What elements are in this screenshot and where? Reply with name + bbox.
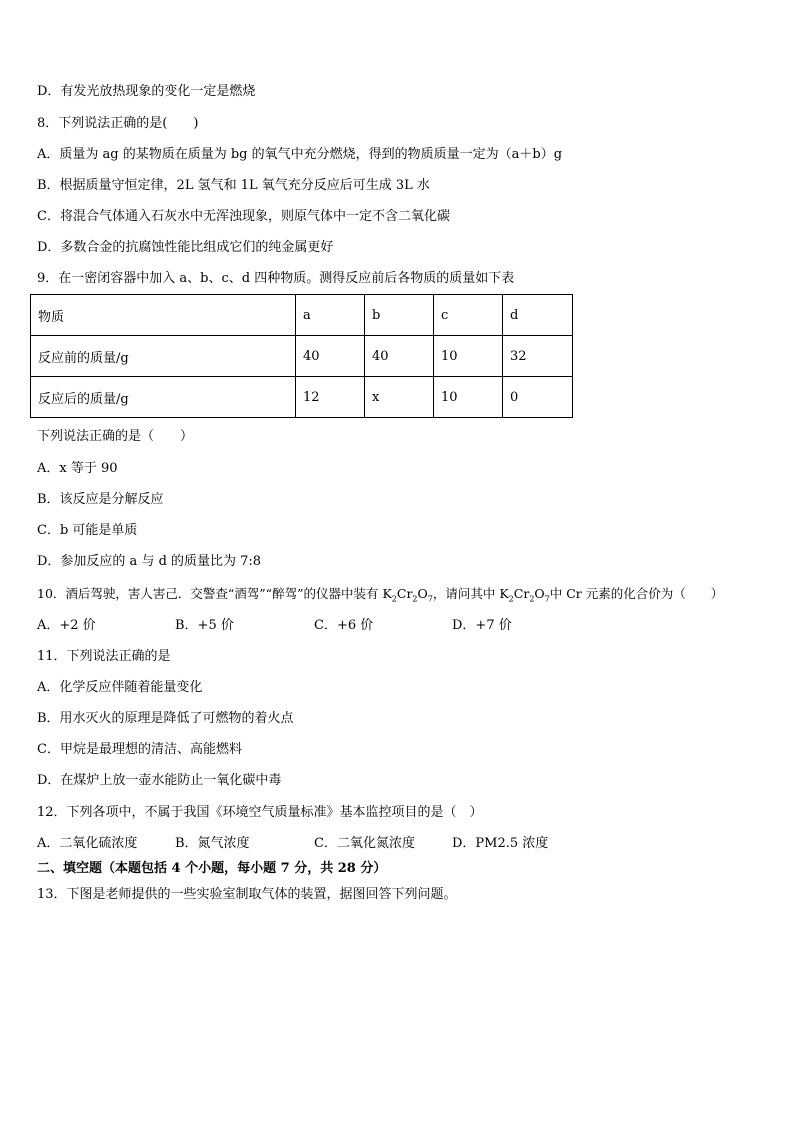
q9-option-d: D．参加反应的 a 与 d 的质量比为 7:8 [37, 554, 262, 569]
table-cell: 32 [503, 336, 573, 377]
formula-element: Cr [396, 586, 413, 601]
q8-option-c: C．将混合气体通入石灰水中无浑浊现象，则原气体中一定不含二氧化碳 [37, 209, 450, 224]
q10-option-c: C．+6 价 [314, 618, 374, 633]
q7-option-d: D．有发光放热现象的变化一定是燃烧 [37, 84, 256, 99]
mass-table [30, 294, 573, 418]
q12-option-c: C．二氧化氮浓度 [314, 836, 415, 851]
q11-option-c: C．甲烷是最理想的清洁、高能燃料 [37, 742, 242, 757]
table-row [31, 377, 573, 418]
q10-option-d: D．+7 价 [452, 618, 512, 633]
table-cell: a [296, 295, 365, 336]
q8-option-d: D．多数合金的抗腐蚀性能比组成它们的纯金属更好 [37, 240, 334, 255]
q11-option-b: B．用水灭火的原理是降低了可燃物的着火点 [37, 711, 294, 726]
q10-option-b: B．+5 价 [175, 618, 234, 633]
q12-option-b: B．氮气浓度 [175, 836, 250, 851]
q12-stem: 12．下列各项中，不属于我国《环境空气质量标准》基本监控项目的是（ ） [37, 805, 483, 820]
q10-option-a: A．+2 价 [37, 618, 96, 633]
section-heading: 二、填空题（本题包括 4 个小题，每小题 7 分，共 28 分） [37, 861, 387, 876]
q10-stem [37, 586, 723, 602]
q8-option-a: A．质量为 ag 的某物质在质量为 bg 的氧气中充分燃烧，得到的物质质量一定为（a＋b）g [37, 147, 563, 162]
table-cell: 反应前的质量/g [31, 336, 296, 377]
q12-option-a: A．二氧化硫浓度 [37, 836, 138, 851]
table-cell: x [365, 377, 434, 418]
table-cell: 反应后的质量/g [31, 377, 296, 418]
q11-option-a: A．化学反应伴随着能量变化 [37, 680, 203, 695]
q8-stem: 8．下列说法正确的是( ) [37, 116, 199, 131]
formula-sub: 2 [529, 594, 535, 604]
q8-option-b: B．根据质量守恒定律，2L 氢气和 1L 氧气充分反应后可生成 3L 水 [37, 178, 430, 193]
q10-text-1: 10．酒后驾驶，害人害己．交警查“酒驾”“醉驾”的仪器中装有 K [37, 586, 392, 601]
q11-option-d: D．在煤炉上放一壶水能防止一氧化碳中毒 [37, 773, 282, 788]
table-cell: d [503, 295, 573, 336]
table-cell: 0 [503, 377, 573, 418]
table-cell: 10 [434, 336, 503, 377]
table-cell: 12 [296, 377, 365, 418]
formula-element: O [534, 586, 545, 601]
q9-option-b: B．该反应是分解反应 [37, 492, 164, 507]
q9-option-c: C．b 可能是单质 [37, 523, 138, 538]
q9-question: 下列说法正确的是（ ） [37, 429, 194, 444]
table-cell: 40 [296, 336, 365, 377]
formula-sub: 2 [412, 594, 418, 604]
q9-option-a: A．x 等于 90 [37, 461, 118, 476]
table-row [31, 295, 573, 336]
q13-stem: 13．下图是老师提供的一些实验室制取气体的装置，据图回答下列问题。 [37, 887, 457, 902]
formula-element: Cr [513, 586, 530, 601]
formula-element: O [417, 586, 428, 601]
table-cell: 物质 [31, 295, 296, 336]
q10-text-3: 中 Cr 元素的化合价为（ ） [549, 586, 724, 601]
table-cell: 10 [434, 377, 503, 418]
table-cell: c [434, 295, 503, 336]
formula-sub: 7 [427, 594, 433, 604]
q11-stem: 11．下列说法正确的是 [37, 649, 171, 664]
q9-stem: 9．在一密闭容器中加入 a、b、c、d 四种物质。测得反应前后各物质的质量如下表 [37, 271, 515, 286]
formula-sub: 2 [391, 594, 397, 604]
formula-sub: 2 [508, 594, 514, 604]
table-cell: 40 [365, 336, 434, 377]
table-row [31, 336, 573, 377]
q12-option-d: D．PM2.5 浓度 [452, 836, 549, 851]
q10-text-2: ，请问其中 K [432, 586, 509, 601]
table-cell: b [365, 295, 434, 336]
formula-sub: 7 [544, 594, 550, 604]
